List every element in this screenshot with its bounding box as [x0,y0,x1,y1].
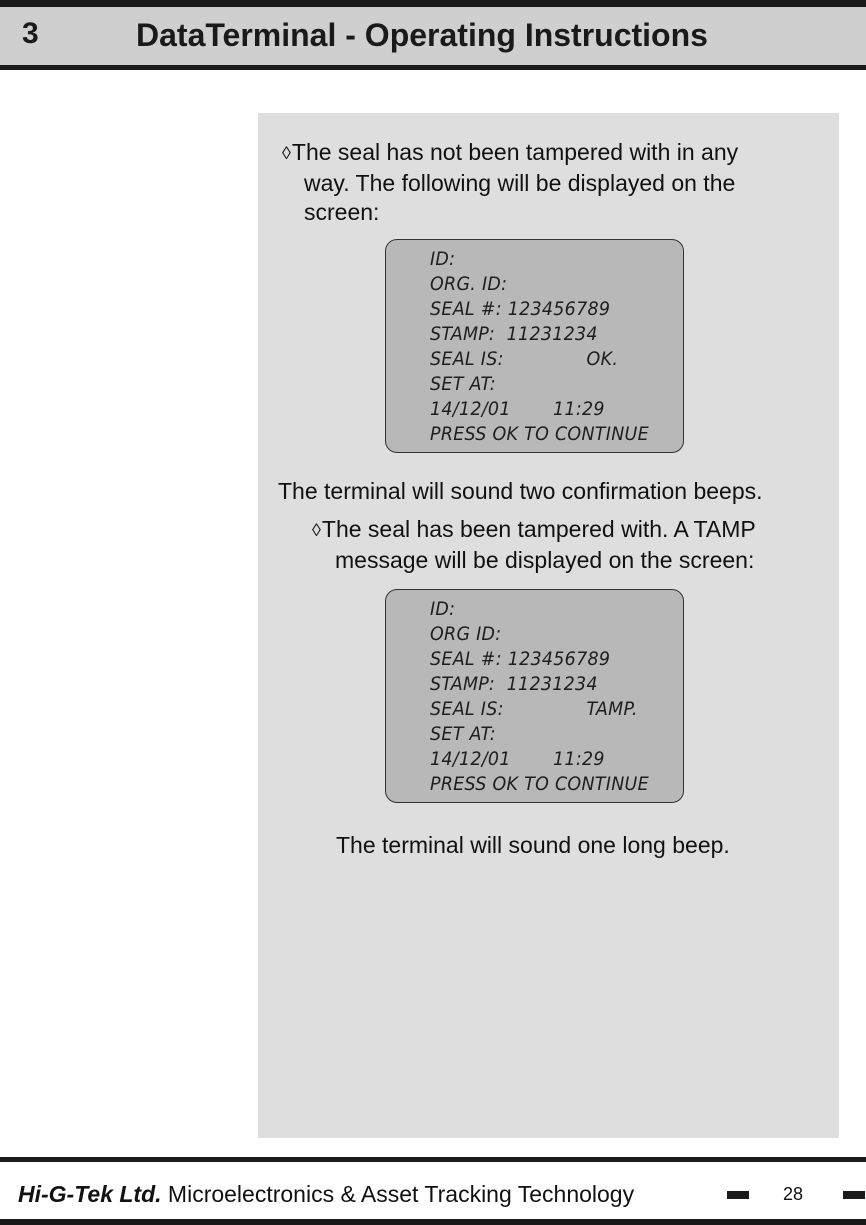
lcd-line: STAMP: 11231234 [430,673,598,695]
footer-dash-left [727,1191,749,1199]
footer-company: Hi-G-Tek Ltd. [18,1181,162,1207]
page-footer [18,1181,634,1208]
header-top-rule [0,0,866,7]
lcd-line: ID: [430,248,456,270]
lcd-line: ID: [430,598,456,620]
lcd-line: PRESS OK TO CONTINUE [430,423,649,445]
footer-top-rule [0,1157,866,1162]
footer-bottom-rule [0,1219,866,1225]
lcd-time: 11:29 [553,748,605,770]
lcd-screen-ok [385,239,684,453]
footer-tagline: Microelectronics & Asset Tracking Technology [161,1181,635,1207]
page-title: DataTerminal - Operating Instructions [136,17,708,53]
bullet-text-line: The seal has been tampered with. A TAMP [321,516,756,542]
lcd-line-seal-status [430,697,649,722]
lcd-time: 11:29 [553,398,605,420]
lcd-line-datetime [430,747,649,772]
lcd-screen-tamp [385,589,684,803]
diamond-bullet-icon: ◊ [312,520,321,540]
lcd-seal-label: SEAL IS: [430,348,504,370]
lcd-seal-label: SEAL IS: [430,698,504,720]
bullet-untampered [282,138,822,227]
lcd-line: SEAL #: 123456789 [430,298,611,320]
paragraph-long-beep: The terminal will sound one long beep. [336,832,730,858]
bullet-text-line: way. The following will be displayed on the [304,170,736,196]
bullet-text-line: The seal has not been tampered with in any [291,139,739,165]
lcd-seal-value: TAMP. [586,698,638,720]
lcd-line: ORG. ID: [430,273,508,295]
bullet-tampered [312,515,832,575]
lcd-line-datetime [430,397,649,422]
bullet-text-line: message will be displayed on the screen: [335,547,755,573]
lcd-line: STAMP: 11231234 [430,323,598,345]
footer-dash-right [843,1191,865,1199]
lcd-line: PRESS OK TO CONTINUE [430,773,649,795]
lcd-line-seal-status [430,347,649,372]
chapter-number: 3 [22,17,39,50]
header-bottom-rule [0,65,866,70]
lcd-seal-value: OK. [586,348,619,370]
lcd-line: SET AT: [430,723,496,745]
page-number: 28 [783,1184,804,1204]
diamond-bullet-icon: ◊ [282,143,291,163]
bullet-text-line: screen: [304,199,380,225]
lcd-date: 14/12/01 [430,748,511,770]
paragraph-two-beeps: The terminal will sound two confirmation beeps. [278,478,763,504]
lcd-line: ORG ID: [430,623,502,645]
lcd-line: SEAL #: 123456789 [430,648,611,670]
lcd-date: 14/12/01 [430,398,511,420]
lcd-line: SET AT: [430,373,496,395]
